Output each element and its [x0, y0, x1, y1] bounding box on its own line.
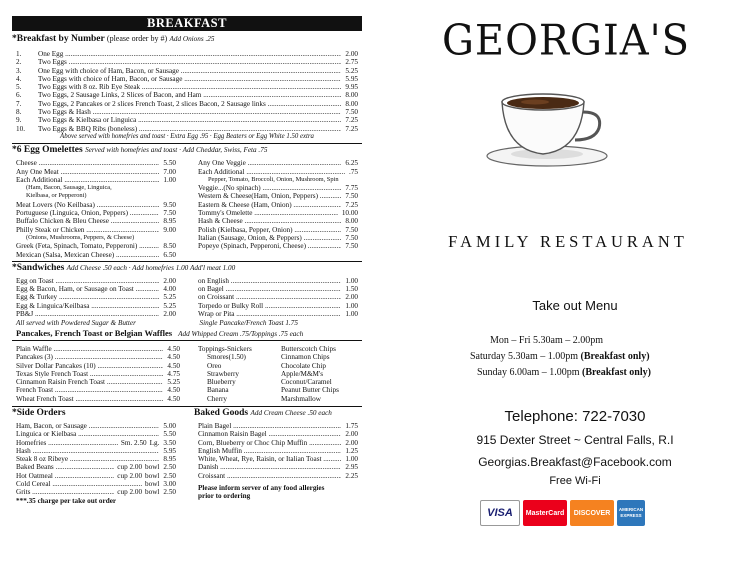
item-label: Each Additional ..... — [16, 176, 159, 184]
item-price: 1.25 — [345, 446, 358, 455]
menu-item — [16, 242, 176, 250]
byNumber-footnote: Above served with homefries and toast · Extra Egg .95 · Egg Beaters or Egg White 1.50 extra — [60, 132, 314, 140]
item-label: Philly Steak or Chicken ..... — [16, 226, 159, 234]
item-label: Any One Veggie ..... — [198, 159, 341, 167]
menu-item — [16, 83, 358, 91]
item-label: Plain Bagel ..... — [198, 422, 341, 430]
hours-note: (Breakfast only) — [582, 367, 651, 378]
item-label: Corn, Blueberry or Choc Chip Muffin ..... — [198, 439, 341, 447]
menu-item — [16, 116, 358, 124]
item-label: PB&J ..... — [16, 310, 159, 318]
menu-item — [16, 217, 176, 225]
omelettes-section — [12, 143, 362, 259]
menu-item — [16, 100, 358, 108]
item-price: 7.50 — [345, 225, 358, 234]
menu-item — [198, 277, 358, 285]
item-size-2: bowl — [145, 480, 160, 489]
item-price: 4.00 — [163, 285, 176, 294]
topping-item: Apple/M&M's — [281, 369, 324, 378]
item-label: Wrap or Pita ..... — [198, 310, 341, 318]
item-label: Any One Meat ..... — [16, 168, 159, 176]
item-price: 4.50 — [167, 394, 180, 403]
item-price: 7.75 — [345, 184, 358, 193]
menu-item — [16, 370, 180, 378]
item-price: 1.00 — [345, 276, 358, 285]
item-label: Polish (Kielbasa, Pepper, Onion) ..... — [198, 226, 341, 234]
menu-item — [16, 472, 176, 480]
breakfast-by-number-section — [12, 31, 362, 141]
item-price: 2.95 — [345, 463, 358, 472]
topping-item: Smores(1.50) — [207, 353, 246, 362]
item-price: 2.00 — [163, 276, 176, 285]
item-price: 10.00 — [341, 209, 358, 218]
item-price: 4.50 — [167, 344, 180, 353]
pancakes-section — [12, 340, 362, 403]
item-price: 1.00 — [163, 175, 176, 184]
allergy-line-1: Please inform server of any food allergies — [198, 484, 325, 493]
section-note: Add Onions .25 — [169, 35, 215, 43]
item-number: 6. — [16, 91, 22, 100]
item-size: cup 2.00 — [117, 463, 143, 472]
menu-item — [198, 217, 358, 225]
item-price: 5.25 — [163, 301, 176, 310]
item-label: Danish ..... — [198, 463, 341, 471]
item-price: 5.95 — [163, 446, 176, 455]
hours-note: (Breakfast only) — [580, 351, 650, 362]
family-restaurant-subtitle: FAMILY RESTAURANT — [448, 232, 688, 251]
item-price: 7.50 — [345, 192, 358, 201]
section-note: Add Cheese .50 each · Add homefries 1.00 Add'l meat 1.00 — [66, 263, 236, 272]
menu-item — [16, 447, 176, 455]
title-text: Baked Goods — [194, 407, 249, 418]
topping-item: Blueberry — [207, 378, 236, 387]
menu-item — [198, 302, 358, 310]
menu-item — [16, 395, 180, 403]
menu-item — [16, 463, 176, 471]
item-label: Greek (Feta, Spinach, Tomato, Pepperoni) ..... — [16, 242, 159, 250]
item-number: 10. — [16, 124, 25, 133]
brand-panel — [380, 0, 750, 580]
item-label: Western & Cheese(Ham, Onion, Peppers) ..... — [198, 192, 341, 200]
item-label: Italian (Sausage, Onion, & Peppers) ..... — [198, 234, 341, 242]
menu-item — [16, 455, 176, 463]
item-label: on English ..... — [198, 277, 341, 285]
menu-item — [16, 488, 176, 496]
menu-item — [16, 91, 358, 99]
topping-item: Oreo — [207, 361, 222, 370]
item-detail: Kielbasa, or Pepperoni) — [26, 192, 87, 200]
menu-item — [16, 125, 358, 133]
breakfast-menu — [12, 16, 362, 572]
topping-item: Butterscotch Chips — [281, 344, 336, 353]
item-size-2: bowl — [145, 463, 160, 472]
item-label: Pancakes (3) ..... — [16, 353, 163, 361]
hours-text: Mon – Fri 5.30am – 2.00pm — [490, 335, 604, 346]
section-note: Add Cream Cheese .50 each — [250, 408, 332, 417]
item-label: Texas Style French Toast ..... — [16, 370, 163, 378]
topping-item: Peanut Butter Chips — [281, 386, 339, 395]
item-price: 1.75 — [345, 421, 358, 430]
item-label: Veggie...(No spinach) ..... — [198, 184, 341, 192]
item-size: Sm. 2.50 — [120, 438, 147, 447]
item-price: 4.75 — [167, 369, 180, 378]
item-price: 9.00 — [163, 225, 176, 234]
menu-item — [16, 293, 176, 301]
menu-item — [16, 277, 176, 285]
menu-item — [198, 285, 358, 293]
menu-item — [198, 201, 358, 209]
menu-item — [198, 234, 358, 242]
item-label: Two Eggs ..... — [38, 58, 341, 66]
discover-card-icon: DISCOVER — [570, 500, 614, 526]
item-price: 1.00 — [345, 455, 358, 464]
item-label: Two Eggs with choice of Ham, Bacon, or Sausage ..... — [38, 75, 341, 83]
item-price: 8.00 — [345, 99, 358, 108]
menu-item — [16, 310, 176, 318]
item-price: 4.50 — [167, 386, 180, 395]
item-label: Two Eggs with 8 oz. Rib Eye Steak ..... — [38, 83, 341, 91]
item-label: Tommy's Omelette ..... — [198, 209, 338, 217]
topping-item: Coconut/Caramel — [281, 378, 332, 387]
item-price: 6.50 — [163, 250, 176, 259]
item-label: Mexican (Salsa, Mexican Cheese) ..... — [16, 251, 159, 259]
item-label: Wheat French Toast ..... — [16, 395, 163, 403]
item-label: Two Eggs & Hash ..... — [38, 108, 341, 116]
item-price: 2.00 — [345, 293, 358, 302]
topping-item: Strawberry — [207, 369, 239, 378]
item-label: Egg & Turkey ..... — [16, 293, 159, 301]
menu-item — [198, 159, 358, 167]
item-price: 2.00 — [345, 438, 358, 447]
item-label: One Egg ..... — [38, 50, 341, 58]
item-price: 2.50 — [163, 471, 176, 480]
item-price: 8.00 — [345, 91, 358, 100]
item-price: 8.50 — [163, 242, 176, 251]
email-link[interactable]: Georgias.Breakfast@Facebook.com — [478, 455, 672, 469]
item-number: 5. — [16, 83, 22, 92]
item-label: on Bagel ..... — [198, 285, 341, 293]
topping-item: Chocolate Chip — [281, 361, 326, 370]
menu-item — [16, 251, 176, 259]
sandwiches-section — [12, 261, 362, 338]
menu-item — [198, 472, 358, 480]
single-pancake-note: Single Pancake/French Toast 1.75 — [199, 319, 298, 328]
item-price: 2.00 — [163, 310, 176, 319]
menu-item — [16, 430, 176, 438]
visa-card-icon: VISA — [480, 500, 520, 526]
item-label: Popeye (Spinach, Pepperoni, Cheese) ..... — [198, 242, 341, 250]
menu-item — [16, 386, 180, 394]
item-price: 9.95 — [345, 83, 358, 92]
item-price: 1.00 — [345, 310, 358, 319]
title-paren: (please order by #) — [106, 34, 168, 43]
menu-item — [198, 422, 358, 430]
item-label: White, Wheat, Rye, Raisin, or Italian Toast ..... — [198, 455, 341, 463]
item-size-2: bowl — [145, 471, 160, 480]
item-label: Two Eggs & BBQ Ribs (boneless) ..... — [38, 125, 341, 133]
item-price: 8.95 — [163, 217, 176, 226]
menu-item — [16, 480, 176, 488]
item-label: Two Eggs & Kielbasa or Linguica ..... — [38, 116, 341, 124]
menu-item — [16, 378, 180, 386]
item-price: 5.95 — [345, 74, 358, 83]
take-out-charge: ***.35 charge per take out order — [16, 496, 117, 505]
item-price: 7.00 — [163, 167, 176, 176]
menu-item — [16, 201, 176, 209]
item-price: 3.50 — [163, 438, 176, 447]
item-price: 7.50 — [345, 233, 358, 242]
item-detail: (Ham, Bacon, Sausage, Linguica, — [26, 184, 112, 192]
menu-item — [16, 439, 176, 447]
item-price: 7.25 — [345, 124, 358, 133]
menu-item — [16, 58, 358, 66]
item-size: cup 2.00 — [117, 471, 143, 480]
menu-item — [198, 209, 358, 217]
item-label: Cold Cereal ..... — [16, 480, 142, 488]
item-price: 7.50 — [345, 108, 358, 117]
hours-saturday — [470, 351, 650, 362]
menu-item — [16, 176, 176, 184]
title-text: *Sandwiches — [12, 262, 65, 273]
topping-item: Banana — [207, 386, 229, 395]
amex-card-icon: AMERICAN EXPRESS — [617, 500, 645, 526]
powdered-sugar-note: All served with Powdered Sugar & Butter — [16, 319, 136, 328]
section-title — [12, 263, 362, 274]
menu-item — [198, 310, 358, 318]
allergy-line-2: prior to ordering — [198, 492, 251, 501]
item-number: 2. — [16, 58, 22, 67]
menu-item — [16, 422, 176, 430]
item-price: 1.00 — [345, 301, 358, 310]
menu-item — [198, 439, 358, 447]
pancakes-title: Pancakes, French Toast or Belgian Waffles — [16, 327, 173, 338]
item-price: .75 — [349, 167, 358, 176]
item-label: Egg & Linguica/Keilbasa ..... — [16, 302, 159, 310]
item-label: Buffalo Chicken & Bleu Cheese ..... — [16, 217, 159, 225]
item-label: Baked Beans ..... — [16, 463, 114, 471]
item-number: 9. — [16, 116, 22, 125]
section-title — [12, 33, 362, 45]
item-label: Linguica or Kielbasa ..... — [16, 430, 159, 438]
item-label: English Muffin ..... — [198, 447, 341, 455]
item-label: Egg & Bacon, Ham, or Sausage on Toast ..... — [16, 285, 159, 293]
item-size-2: bowl — [145, 488, 160, 497]
topping-item: Cherry — [207, 394, 227, 403]
item-label: Hash ..... — [16, 447, 159, 455]
menu-item — [198, 192, 358, 200]
restaurant-name: GEORGIA'S — [441, 16, 691, 66]
item-price: 6.25 — [345, 159, 358, 168]
mastercard-card-icon: MasterCard — [523, 500, 567, 526]
menu-item — [198, 293, 358, 301]
item-price: 5.00 — [163, 421, 176, 430]
menu-item — [16, 345, 180, 353]
menu-item — [198, 226, 358, 234]
menu-item — [198, 430, 358, 438]
item-label: Homefries ..... — [16, 439, 118, 447]
hours-weekday — [490, 335, 603, 346]
menu-item — [16, 159, 176, 167]
item-label: One Egg with choice of Ham, Bacon, or Sausage ..... — [38, 67, 341, 75]
item-price: 2.00 — [345, 430, 358, 439]
menu-item — [16, 50, 358, 58]
item-price: 2.75 — [345, 58, 358, 67]
payment-cards — [480, 500, 645, 526]
menu-item — [198, 184, 358, 192]
item-price: 4.50 — [167, 361, 180, 370]
item-label: on Croissant ..... — [198, 293, 341, 301]
item-size-2: Lg. — [149, 438, 160, 447]
item-label: Croissant ..... — [198, 472, 341, 480]
take-out-menu-title: Take out Menu — [532, 298, 618, 313]
pancakes-note: Add Whipped Cream .75/Toppings .75 each — [178, 329, 304, 338]
menu-item — [198, 455, 358, 463]
hours-sunday — [477, 367, 651, 378]
item-label: Plain Waffle ..... — [16, 345, 163, 353]
item-label: Cheese ..... — [16, 159, 159, 167]
item-label: Silver Dollar Pancakes (10) ..... — [16, 362, 163, 370]
item-price: 2.50 — [163, 463, 176, 472]
item-label: French Toast ..... — [16, 386, 163, 394]
item-label: Torpedo or Bulky Roll ..... — [198, 302, 341, 310]
item-label: Cinnamon Raisin French Toast ..... — [16, 378, 163, 386]
menu-item — [16, 285, 176, 293]
menu-item — [16, 209, 176, 217]
item-price: 5.25 — [167, 378, 180, 387]
item-price: 4.50 — [167, 353, 180, 362]
item-price: 5.50 — [163, 159, 176, 168]
toppings-list — [198, 345, 362, 403]
item-detail: (Onions, Mushrooms, Peppers, & Cheese) — [26, 233, 135, 241]
item-label: Each Additional ..... — [198, 168, 345, 176]
section-title — [12, 145, 362, 156]
item-label: Cinnamon Raisin Bagel ..... — [198, 430, 341, 438]
menu-item — [16, 226, 176, 234]
item-number: 8. — [16, 108, 22, 117]
menu-item — [198, 168, 358, 176]
hours-text: Sunday 6.00am – 1.00pm — [477, 367, 582, 378]
coffee-cup-icon — [475, 88, 615, 168]
menu-item — [16, 75, 358, 83]
item-price: 3.00 — [163, 480, 176, 489]
menu-item — [198, 463, 358, 471]
item-label: Ham, Bacon, or Sausage ..... — [16, 422, 159, 430]
item-price: 9.50 — [163, 200, 176, 209]
topping-item: Toppings-Snickers — [198, 344, 252, 353]
section-title — [194, 408, 362, 419]
item-label: Two Eggs, 2 Sausage Links, 2 Slices of Bacon, and Ham ..... — [38, 91, 341, 99]
title-text: *Breakfast by Number — [12, 34, 105, 44]
wifi-note: Free Wi-Fi — [549, 475, 601, 487]
item-number: 1. — [16, 50, 22, 58]
title-text: *6 Egg Omelettes — [12, 145, 83, 156]
item-price: 5.50 — [163, 430, 176, 439]
item-price: 1.50 — [345, 285, 358, 294]
item-label: Meat Lovers (No Keilbasa) ..... — [16, 201, 159, 209]
telephone: Telephone: 722-7030 — [504, 408, 646, 425]
item-label: Hot Oatmeal ..... — [16, 472, 114, 480]
item-label: Hash & Cheese ..... — [198, 217, 341, 225]
item-price: 7.50 — [345, 242, 358, 251]
item-label: Eastern & Cheese (Ham, Onion) ..... — [198, 201, 341, 209]
item-label: Steak 8 oz Ribeye ..... — [16, 455, 159, 463]
item-number: 3. — [16, 66, 22, 75]
item-price: 7.25 — [345, 200, 358, 209]
item-price: 5.25 — [163, 293, 176, 302]
menu-item — [16, 362, 180, 370]
sides-section — [12, 406, 362, 505]
hours-text: Saturday 5.30am – 1.00pm — [470, 351, 581, 362]
item-size: cup 2.00 — [117, 488, 143, 497]
menu-item — [16, 67, 358, 75]
item-price: 2.25 — [345, 471, 358, 480]
item-price: 7.25 — [345, 116, 358, 125]
topping-item: Cinnamon Chips — [281, 353, 330, 362]
item-price: 5.25 — [345, 66, 358, 75]
item-price: 7.50 — [163, 209, 176, 218]
topping-item: Marshmallow — [281, 394, 321, 403]
item-label: Egg on Toast ..... — [16, 277, 159, 285]
item-label: Two Eggs, 2 Pancakes or 2 slices French Toast, 2 slices Bacon, 2 Sausage links ..... — [38, 100, 341, 108]
item-price: 8.95 — [163, 455, 176, 464]
menu-item — [16, 108, 358, 116]
breakfast-header: BREAKFAST — [12, 16, 362, 31]
item-number: 4. — [16, 74, 22, 83]
section-note: Served with homefries and toast · Add Cheddar, Swiss, Feta .75 — [85, 146, 268, 155]
menu-item — [16, 302, 176, 310]
item-price: 2.50 — [163, 488, 176, 497]
item-number: 7. — [16, 99, 22, 108]
item-detail: Pepper, Tomato, Broccoli, Onion, Mushroom, Spin — [208, 175, 339, 183]
menu-item — [16, 353, 180, 361]
menu-item — [198, 242, 358, 250]
section-title: *Side Orders — [12, 407, 66, 418]
item-price: 2.00 — [345, 50, 358, 58]
item-label: Portuguese (Linguica, Onion, Peppers) ..... — [16, 209, 159, 217]
item-price: 8.00 — [345, 217, 358, 226]
item-label: Grits ..... — [16, 488, 114, 496]
menu-item — [198, 447, 358, 455]
menu-item — [16, 168, 176, 176]
address: 915 Dexter Street ~ Central Falls, R.I — [476, 433, 674, 447]
